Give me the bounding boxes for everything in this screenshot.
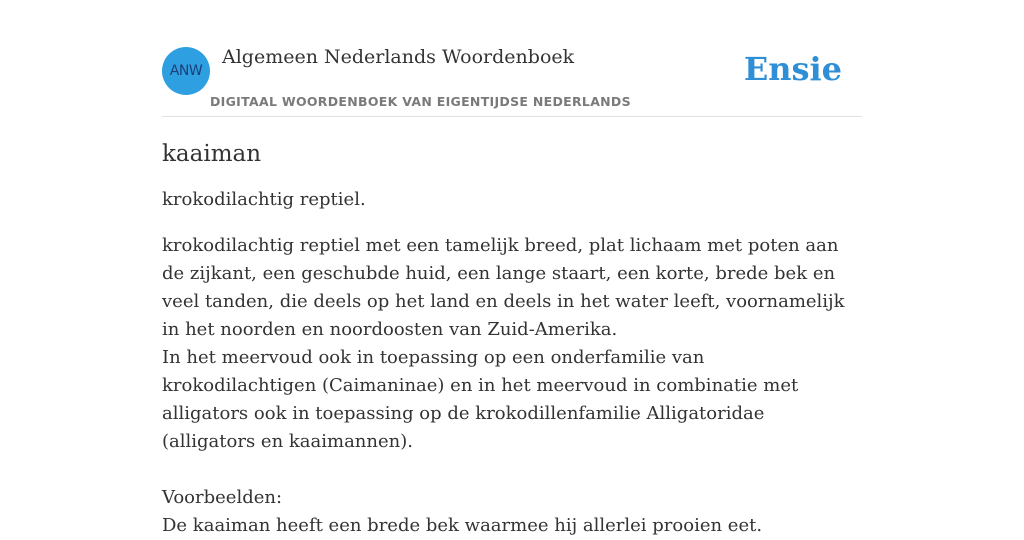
short-definition: krokodilachtig reptiel. [162,189,366,210]
entry-headword: kaaiman [162,141,262,167]
site-subtitle: DIGITAAL WOORDENBOEK VAN EIGENTIJDSE NEDERLANDS [210,94,631,109]
definition-paragraph-2: In het meervoud ook in toepassing op een onderfamilie van krokodilachtigen (Caimaninae) en in het meervoud in combinatie met alligators ook in toepassing op de krokodillenfamilie Alligatoridae (alligators en kaaimannen). [162,347,799,452]
site-title[interactable]: Algemeen Nederlands Woordenboek [222,46,575,68]
anw-logo[interactable]: ANW [162,47,210,95]
definition-paragraph-1: krokodilachtig reptiel met een tamelijk breed, plat lichaam met poten aan de zijkant, een geschubde huid, een lange staart, een korte, brede bek en veel tanden, die deels op het land en deels in het water leeft, voornamelijk in het noorden en noordoosten van Zuid-Amerika. [162,235,845,340]
examples-label: Voorbeelden: [162,487,283,508]
example-sentence: De kaaiman heeft een brede bek waarmee hij allerlei prooien eet. [162,515,763,536]
entry-content [162,136,862,540]
long-definition [162,232,862,456]
ensie-brand-link[interactable]: Ensie [743,50,842,88]
site-header [162,40,862,117]
